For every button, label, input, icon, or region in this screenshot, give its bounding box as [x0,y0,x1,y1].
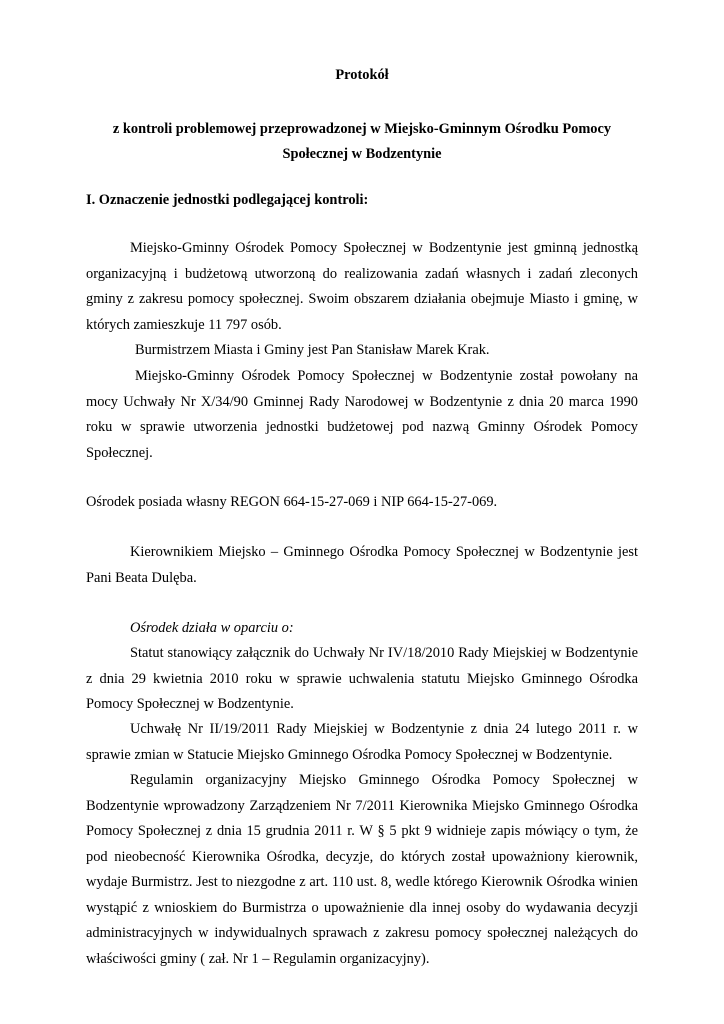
paragraph-statute: Statut stanowiący załącznik do Uchwały Nr IV/18/2010 Rady Miejskiej w Bodzentynie z dnia 29 kwietnia 2010 roku w sprawie uchwalenia statutu Miejsko Gminnego Ośrodka Pomocy Społecznej w Bodzentynie. [86,645,638,712]
paragraph-director: Kierownikiem Miejsko – Gminnego Ośrodka Pomocy Społecznej w Bodzentynie jest Pani Beata Dulęba. [86,544,638,586]
paragraph-legal-basis-heading: Ośrodek działa w oparciu o: [130,620,294,636]
paragraph-intro: Miejsko-Gminny Ośrodek Pomocy Społecznej w Bodzentynie jest gminną jednostką organizacyjną i budżetową utworzoną do realizowania zadań własnych i zadań zleconych gminy z zakresu pomocy społecznej. Swoim obszarem działania obejmuje Miasto i gminę, w których zamieszkuje 11 797 osób. [86,240,638,333]
paragraph-regon-nip: Ośrodek posiada własny REGON 664-15-27-069 i NIP 664-15-27-069. [86,494,498,510]
paragraph-mayor: Burmistrzem Miasta i Gminy jest Pan Stanisław Marek Krak. [135,342,490,358]
document-subtitle: z kontroli problemowej przeprowadzonej w Miejsko-Gminnym Ośrodku Pomocy Społecznej w Bodzentynie [112,121,612,162]
section-label: . Oznaczenie jednostki podlegającej kontroli: [91,192,369,208]
paragraph-resolution: Uchwałę Nr II/19/2011 Rady Miejskiej w Bodzentynie z dnia 24 lutego 2011 r. w sprawie zmian w Statucie Miejsko Gminnego Ośrodka Pomocy Społecznej w Bodzentynie. [86,721,638,763]
section-number: I [86,192,92,208]
paragraph-regulations: Regulamin organizacyjny Miejsko Gminnego Ośrodka Pomocy Społecznej w Bodzentynie wprowadzony Zarządzeniem Nr 7/2011 Kierownika Miejsko Gminnego Ośrodka Pomocy Społecznej z dnia 15 grudnia 2011 r. W § 5 pkt 9 widnieje zapis mówiący o tym, że pod nieobecność Kierownika Ośrodka, decyzje, do których został upoważniony kierownik, wydaje Burmistrz. Jest to niezgodne z art. 110 ust. 8, wedle którego Kierownik Ośrodka winien wystąpić z wnioskiem do Burmistrza o upoważnienie dla innej osoby do wydawania decyzji administracyjnych w indywidualnych sprawach z zakresu pomocy społecznej należących do właściwości gminy ( zał. Nr 1 – Regulamin organizacyjny). [86,772,638,967]
document-title: Protokół [335,67,389,83]
section-heading [86,192,646,209]
paragraph-founding: Miejsko-Gminny Ośrodek Pomocy Społecznej w Bodzentynie został powołany na mocy Uchwały Nr X/34/90 Gminnej Rady Narodowej w Bodzentynie z dnia 20 marca 1990 roku w sprawie utworzenia jednostki budżetowej pod nazwą Gminny Ośrodek Pomocy Społecznej. [86,368,638,461]
